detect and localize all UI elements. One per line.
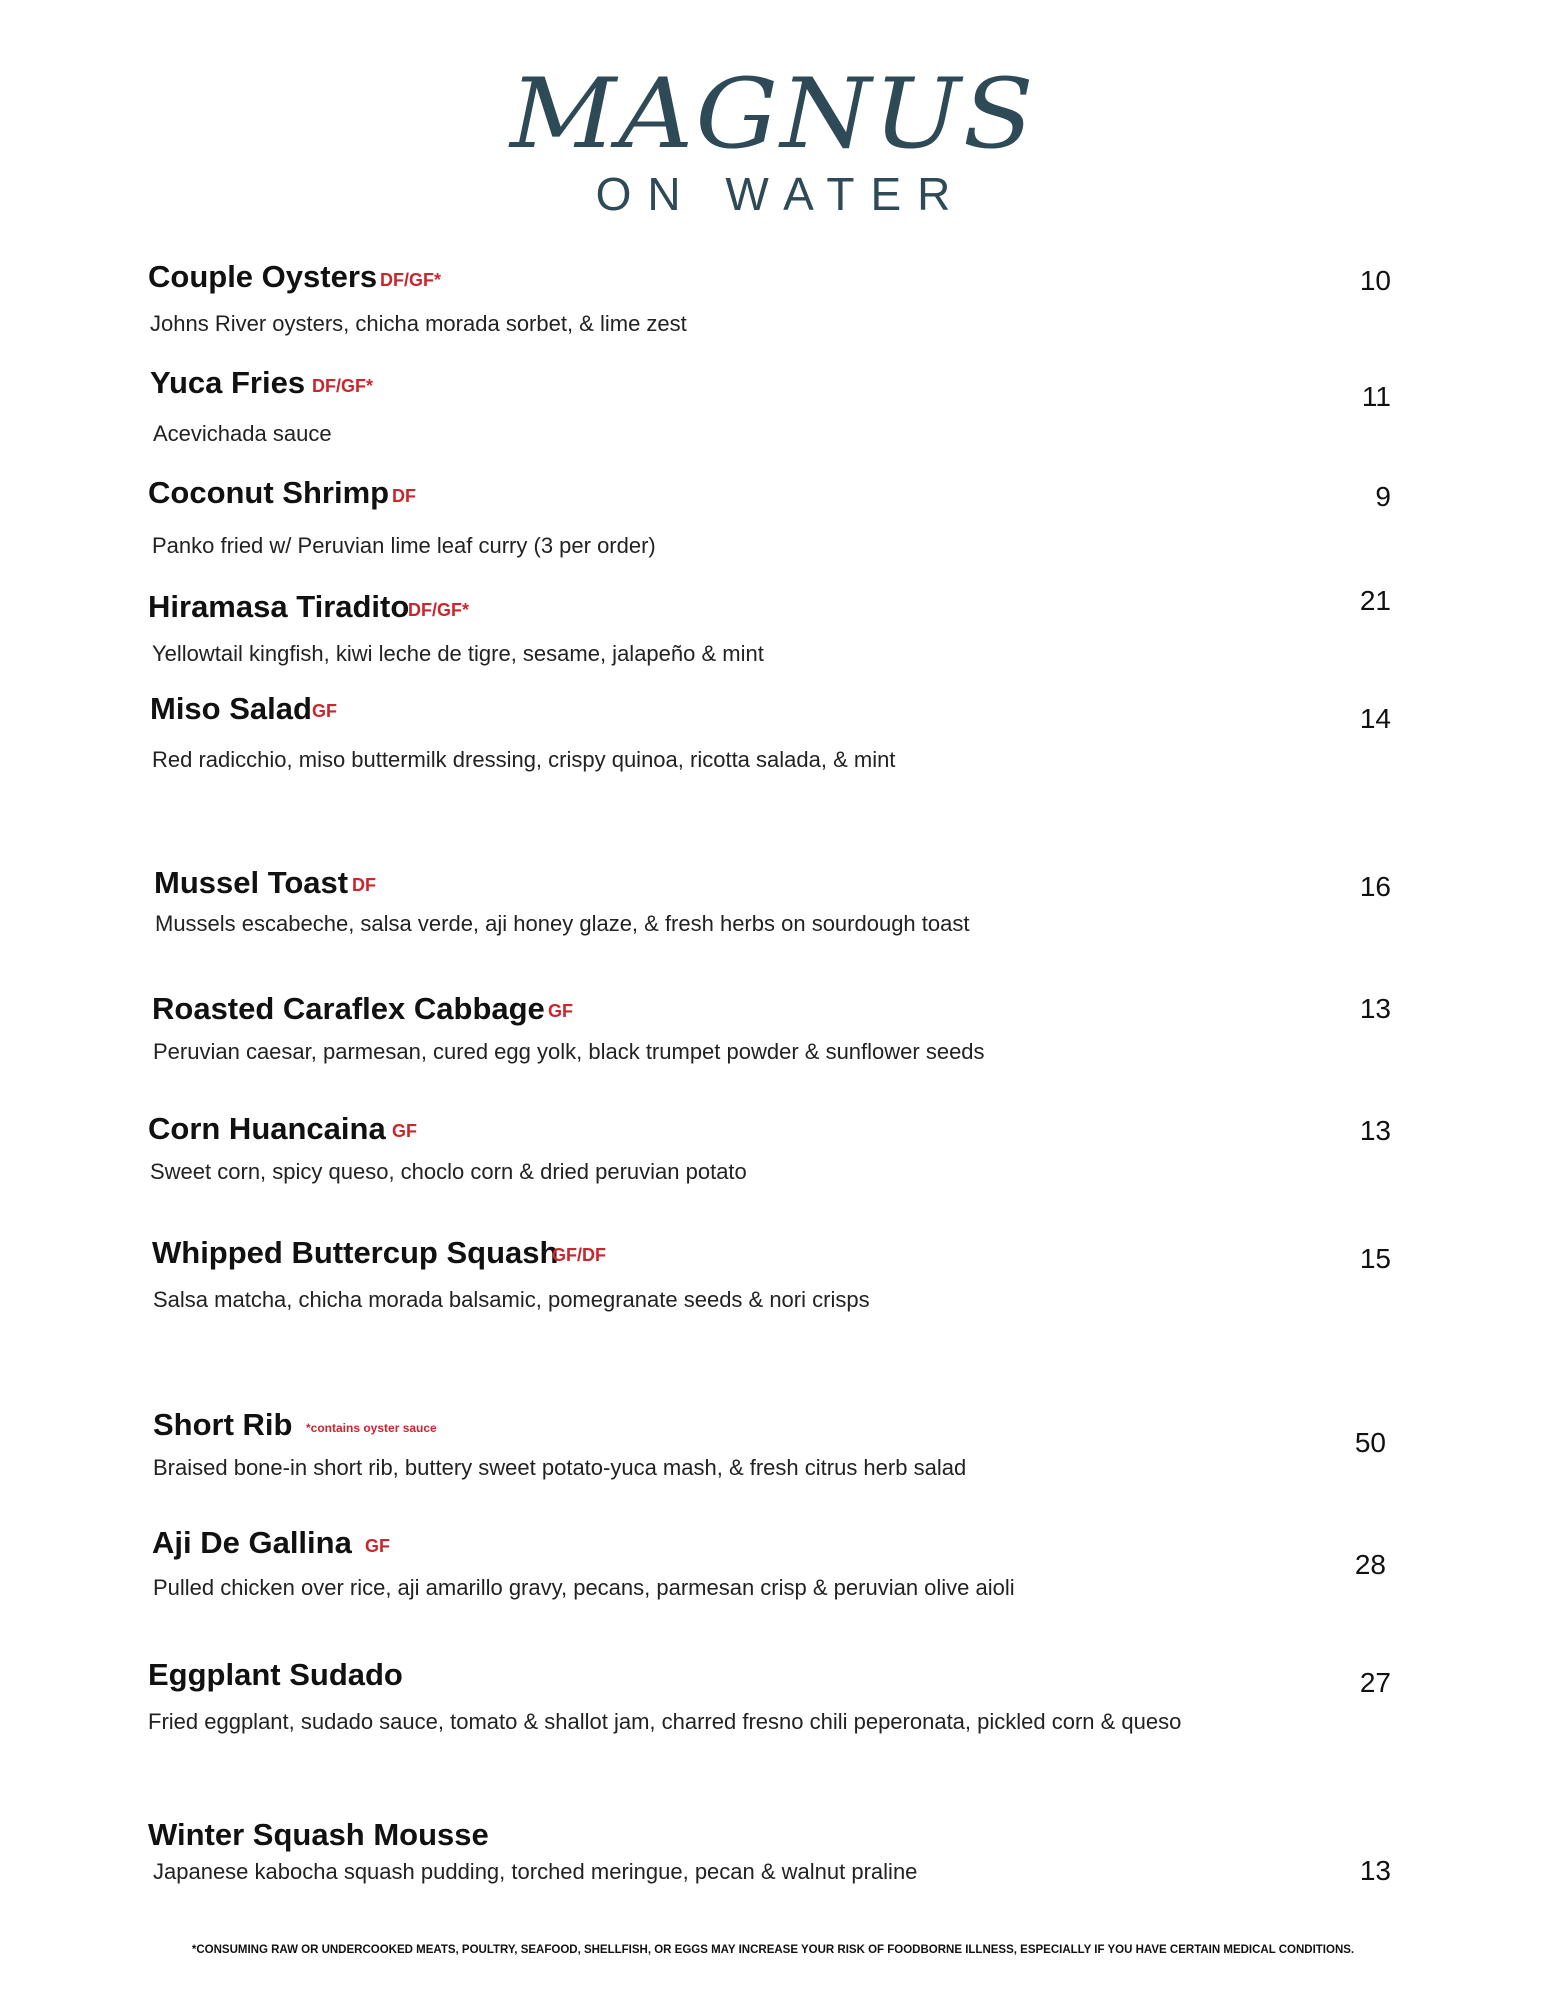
menu-item-description: Red radicchio, miso buttermilk dressing, crispy quinoa, ricotta salada, & mint [152, 747, 896, 772]
menu-item [0, 1656, 1546, 1776]
menu-item-description: Yellowtail kingfish, kiwi leche de tigre, sesame, jalapeño & mint [152, 641, 764, 666]
menu-item-name: Roasted Caraflex Cabbage [152, 991, 545, 1026]
menu-item-description: Peruvian caesar, parmesan, cured egg yolk, black trumpet powder & sunflower seeds [153, 1039, 985, 1064]
menu-item-price: 16 [1359, 871, 1391, 902]
menu-item-dietary-tag: GF [312, 701, 337, 721]
menu-item-description: Johns River oysters, chicha morada sorbet, & lime zest [150, 311, 687, 336]
menu-item-description: Salsa matcha, chicha morada balsamic, pomegranate seeds & nori crisps [153, 1287, 870, 1312]
menu-item-price: 9 [1375, 481, 1391, 512]
restaurant-logo [0, 58, 1546, 222]
menu-item-dietary-tag: GF/DF [552, 1245, 606, 1265]
menu-item-name: Short Rib [153, 1407, 293, 1442]
menu-item-name: Whipped Buttercup Squash [152, 1235, 559, 1270]
menu-item-name: Aji De Gallina [152, 1525, 352, 1560]
menu-item-description: Braised bone-in short rib, buttery sweet potato-yuca mash, & fresh citrus herb salad [153, 1455, 967, 1480]
menu-item-name: Coconut Shrimp [148, 475, 390, 510]
menu-item [0, 258, 1546, 378]
menu-item-dietary-tag: GF [365, 1536, 390, 1556]
menu-item-name: Eggplant Sudado [148, 1657, 403, 1692]
menu-item-price: 50 [1354, 1427, 1386, 1458]
menu-item-description: Mussels escabeche, salsa verde, aji honey glaze, & fresh herbs on sourdough toast [155, 911, 970, 936]
menu-item-name: Corn Huancaina [148, 1111, 386, 1146]
menu-item-description: Pulled chicken over rice, aji amarillo gravy, pecans, parmesan crisp & peruvian olive aioli [153, 1575, 1015, 1600]
menu-item-name: Couple Oysters [148, 259, 378, 294]
menu-item-description: Acevichada sauce [153, 421, 332, 446]
menu-item-allergen-note: *contains oyster sauce [306, 1421, 437, 1435]
menu-item-dietary-tag: DF [392, 486, 416, 506]
menu-item [0, 1816, 1546, 1936]
logo-wordmark: MAGNUS [510, 58, 1036, 170]
menu-item-price: 13 [1359, 1855, 1391, 1886]
menu-item-dietary-tag: DF/GF* [312, 376, 373, 396]
food-safety-disclaimer: *CONSUMING RAW OR UNDERCOOKED MEATS, POULTRY, SEAFOOD, SHELLFISH, OR EGGS MAY INCREASE YOUR RISK OF FOODBORNE ILLNESS, ESPECIALLY IF YOU HAVE CERTAIN MEDICAL CONDITIONS. [191, 1944, 1355, 1956]
menu-item-name: Hiramasa Tiradito [148, 589, 410, 624]
menu-item-description: Sweet corn, spicy queso, choclo corn & dried peruvian potato [150, 1159, 747, 1184]
menu-item-name: Winter Squash Mousse [148, 1817, 489, 1852]
menu-item-name: Mussel Toast [154, 865, 349, 900]
menu-item [0, 1234, 1546, 1354]
menu-item [0, 690, 1546, 810]
menu-item [0, 990, 1546, 1110]
menu-item [0, 1524, 1546, 1644]
menu-item-dietary-tag: DF/GF* [408, 600, 469, 620]
menu-item-dietary-tag: GF [392, 1121, 417, 1141]
menu-item-description: Fried eggplant, sudado sauce, tomato & shallot jam, charred fresno chili peperonata, pickled corn & queso [148, 1709, 1182, 1734]
menu-item-price: 15 [1359, 1243, 1391, 1274]
menu-item-price: 13 [1359, 1115, 1391, 1146]
logo-subtitle: ON WATER [595, 168, 967, 220]
menu-item-dietary-tag: DF/GF* [380, 270, 441, 290]
menu-item-name: Yuca Fries [150, 365, 306, 400]
menu-item-description: Panko fried w/ Peruvian lime leaf curry (3 per order) [152, 533, 656, 558]
menu-item [0, 1406, 1546, 1526]
menu-item [0, 474, 1546, 594]
menu-item-price: 11 [1361, 381, 1391, 412]
menu-item [0, 864, 1546, 984]
menu-item-price: 21 [1359, 585, 1391, 616]
menu-item-dietary-tag: DF [352, 875, 376, 895]
menu-item-price: 27 [1359, 1667, 1391, 1698]
menu-item-price: 14 [1359, 703, 1391, 734]
menu-item [0, 364, 1546, 484]
menu-item [0, 1110, 1546, 1230]
menu-item-price: 28 [1354, 1549, 1386, 1580]
menu-item-name: Miso Salad [150, 691, 312, 726]
menu-item-price: 10 [1359, 265, 1391, 296]
menu-item-description: Japanese kabocha squash pudding, torched meringue, pecan & walnut praline [153, 1859, 918, 1884]
menu-item-price: 13 [1359, 993, 1391, 1024]
menu-item-dietary-tag: GF [548, 1001, 573, 1021]
